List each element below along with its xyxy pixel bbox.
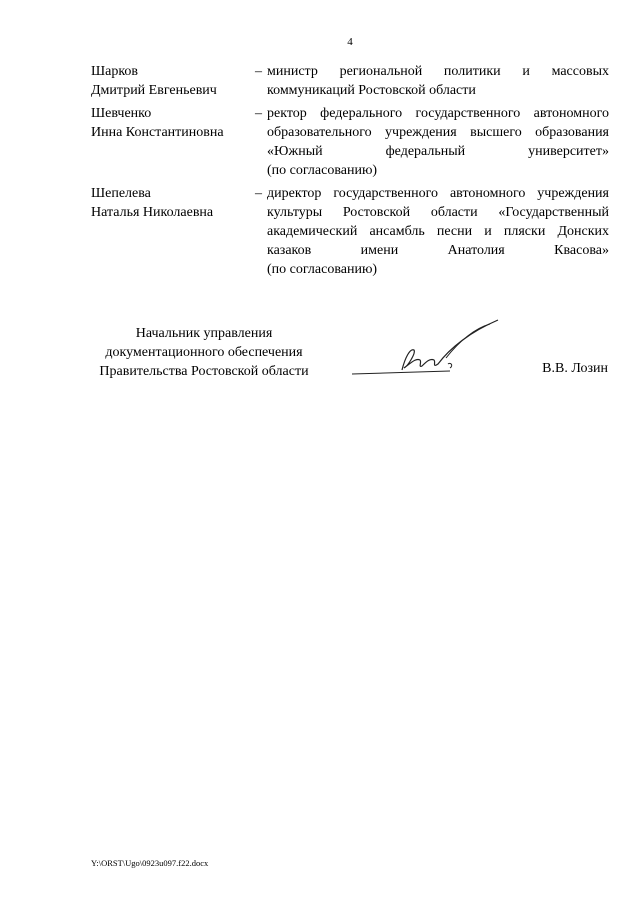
signatory-name: В.В. Лозин	[542, 361, 608, 376]
member-surname: Шепелева	[91, 186, 151, 201]
signatory-title-line: документационного обеспечения	[105, 345, 303, 360]
member-given-names: Наталья Николаевна	[91, 205, 214, 220]
signatory-title-line: Начальник управления	[135, 326, 273, 341]
member-name	[91, 104, 255, 180]
position-line: директор государственного автономного учреждения	[267, 186, 609, 201]
position-line: культуры Ростовской области «Государственный	[267, 205, 609, 220]
position-line: «Южный федеральный университет»	[267, 144, 609, 159]
member-row	[91, 104, 611, 180]
page-number: 4	[347, 36, 353, 48]
signature-block	[0, 324, 640, 384]
member-dash: –	[255, 186, 262, 201]
member-position	[267, 184, 609, 279]
position-line: коммуникаций Ростовской области	[267, 83, 476, 98]
member-row	[91, 62, 611, 100]
handwritten-signature	[350, 318, 500, 380]
member-given-names: Дмитрий Евгеньевич	[91, 83, 217, 98]
member-dash: –	[255, 106, 262, 121]
signatory-title	[88, 324, 320, 381]
footer-file-path: Y:\ORST\Ugo\0923u097.f22.docx	[91, 858, 209, 868]
position-line: ректор федерального государственного автономного	[267, 106, 609, 121]
member-row	[91, 184, 611, 279]
member-surname: Шевченко	[91, 106, 152, 121]
position-line: академический ансамбль песни и пляски Донских	[267, 224, 609, 239]
member-surname: Шарков	[91, 64, 139, 79]
position-line: (по согласованию)	[267, 163, 378, 178]
member-position	[267, 104, 609, 180]
position-line: министр региональной политики и массовых	[267, 64, 609, 79]
member-given-names: Инна Константиновна	[91, 125, 224, 140]
position-line: казаков имени Анатолия Квасова»	[267, 243, 609, 258]
member-position	[267, 62, 609, 100]
position-line: (по согласованию)	[267, 262, 378, 277]
members-list	[91, 62, 611, 283]
member-name	[91, 62, 255, 100]
member-name	[91, 184, 255, 279]
member-dash: –	[255, 64, 262, 79]
signatory-title-line: Правительства Ростовской области	[99, 364, 309, 379]
position-line: образовательного учреждения высшего образования	[267, 125, 609, 140]
